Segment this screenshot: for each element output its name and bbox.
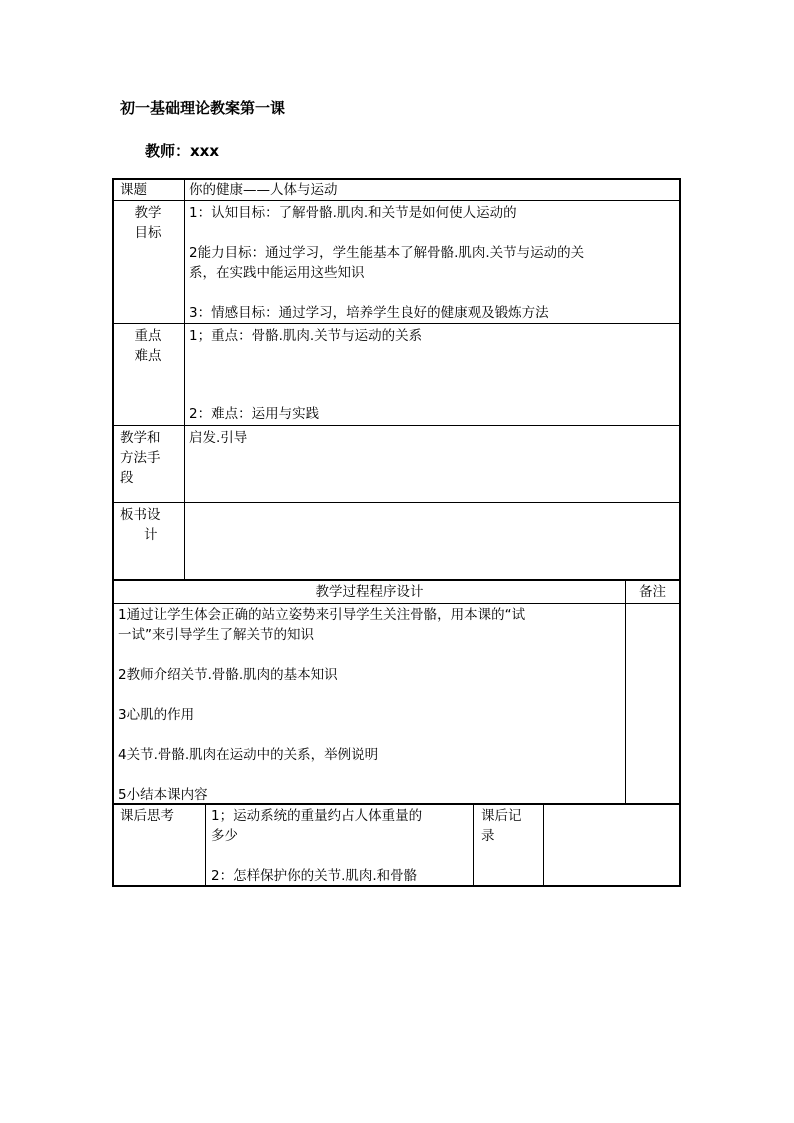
row-divider	[112, 425, 681, 426]
process-item: 3心肌的作用	[118, 707, 195, 723]
goal-item: 1：认知目标：了解骨骼.肌肉.和关节是如何使人运动的	[189, 205, 517, 221]
process-item: 4关节.骨骼.肌肉在运动中的关系，举例说明	[118, 747, 379, 763]
process-header: 教学过程程序设计	[315, 584, 424, 600]
process-item: 一试”来引导学生了解关节的知识	[118, 627, 314, 643]
reflection-item: 2：怎样保护你的关节.肌肉.和骨骼	[211, 868, 418, 884]
methods-label: 教学和 方法手 段	[120, 430, 161, 486]
key-points-list	[189, 326, 677, 424]
column-divider	[625, 579, 626, 804]
row-divider	[112, 323, 681, 324]
process-list	[118, 605, 623, 805]
board-label: 板书设 计	[120, 507, 161, 543]
record-label: 课后记 录	[481, 808, 522, 844]
process-item: 5小结本课内容	[118, 787, 208, 803]
topic-value: 你的健康——人体与运动	[189, 182, 338, 198]
key-points-label: 重点 难点	[134, 328, 162, 364]
row-divider	[112, 579, 681, 581]
row-divider	[112, 200, 681, 201]
process-item: 2教师介绍关节.骨骼.肌肉的基本知识	[118, 667, 338, 683]
goals-label: 教学 目标	[134, 205, 162, 241]
column-divider	[543, 803, 544, 886]
column-divider	[184, 178, 185, 580]
reflection-list	[211, 806, 471, 886]
topic-label: 课题	[120, 182, 147, 198]
reflection-item: 多少	[211, 828, 238, 844]
process-item: 1通过让学生体会正确的站立姿势来引导学生关注骨骼，用本课的“试	[118, 607, 526, 623]
table-border-left	[112, 178, 114, 887]
column-divider	[205, 803, 206, 886]
goal-item: 3：情感目标：通过学习，培养学生良好的健康观及锻炼方法	[189, 305, 549, 321]
goals-list	[189, 203, 677, 323]
goal-item: 2能力目标：通过学习，学生能基本了解骨骼.肌肉.关节与运动的关	[189, 245, 585, 261]
page-title: 初一基础理论教案第一课	[120, 99, 286, 117]
reflection-item: 1；运动系统的重量约占人体重量的	[211, 808, 423, 824]
teacher-name: 教师：xxx	[145, 142, 220, 160]
row-divider	[112, 603, 681, 604]
reflection-label: 课后思考	[120, 808, 174, 824]
column-divider	[473, 803, 474, 886]
row-divider	[112, 502, 681, 503]
table-border-right	[679, 178, 681, 887]
notes-header: 备注	[639, 584, 666, 600]
methods-value: 启发.引导	[189, 430, 248, 446]
key-point-item: 1；重点：骨骼.肌肉.关节与运动的关系	[189, 328, 423, 344]
goal-item: 系，在实践中能运用这些知识	[189, 265, 365, 281]
key-point-item: 2：难点：运用与实践	[189, 406, 320, 422]
